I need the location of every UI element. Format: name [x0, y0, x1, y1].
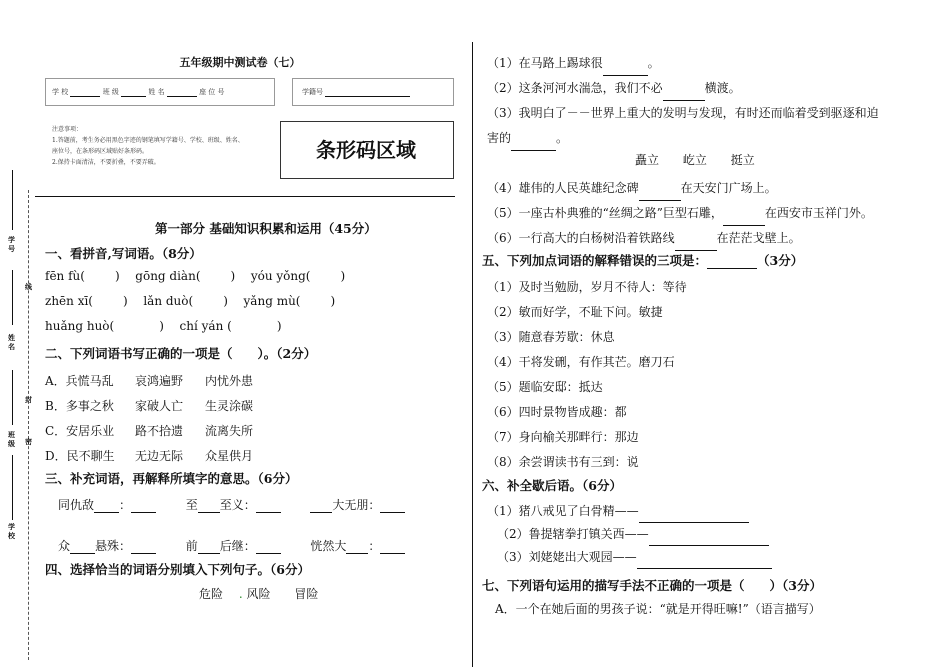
word-yili: 屹立 [682, 153, 707, 167]
q3-row-1: 同仇敌 ： 至 至义： 大无朋： [58, 496, 405, 513]
q4-title: 四、选择恰当的词语分别填入下列句子。（6分） [45, 562, 310, 577]
q3-blank-11[interactable] [346, 541, 368, 554]
q3-blank-12[interactable] [380, 541, 405, 554]
q4-blank-4[interactable] [639, 188, 681, 201]
q5-item-7: （7）身向榆关那畔行：那边 [487, 430, 639, 444]
q4-blank-5[interactable] [723, 213, 765, 226]
pinyin-chiyan: chí yán ( [179, 319, 232, 333]
q5-item-1: （1）及时当勉励，岁月不待人：等待 [487, 280, 687, 294]
margin-school: 学校 [8, 522, 15, 540]
pinyin-gongdian: gōng diàn( [135, 269, 201, 283]
page-divider [472, 42, 473, 667]
q5-item-8: （8）余尝谓读书有三到：说 [487, 455, 639, 469]
right-q4-items [487, 51, 917, 151]
q5-title: 五、下列加点词语的解释错误的三项是： （3分） [482, 253, 804, 268]
q4-item-6: （6）一行高大的白杨树沿着铁路线 在茫茫戈壁上。 [487, 226, 917, 251]
notice-heading: 注意事项： [52, 126, 83, 133]
q1-title: 一、看拼音,写词语。（8分） [45, 246, 202, 261]
q7-option-a[interactable]: A．一个在她后面的男孩子说：“就是开得旺嘛!”（语言描写） [495, 602, 821, 616]
margin-seal-char: 封 [25, 395, 32, 404]
q1-row-1: fēn fù( ) gōng diàn( ) yóu yǒng( ) [45, 269, 346, 283]
notice-item-3: 2.保持卡面清洁，不要折叠，不要弄破。 [52, 159, 160, 166]
q6-items [487, 500, 772, 569]
q4-blank-2[interactable] [663, 88, 705, 101]
word-chuli: 矗立 [635, 153, 660, 167]
school-blank[interactable] [70, 89, 100, 97]
margin-student-no-line [12, 170, 13, 230]
q1-row-2: zhēn xī( ) lǎn duò( ) yǎng mù( ) [45, 294, 336, 308]
margin-name-line [12, 270, 13, 325]
part-title: 第一部分 基础知识积累和运用（45分） [155, 221, 377, 236]
q6-blank-2[interactable] [649, 533, 769, 546]
q2-title: 二、下列词语书写正确的一项是（ ）。（2分） [45, 346, 317, 361]
q2-option-b[interactable]: B．多事之秋 家破人亡 生灵涂碳 [45, 399, 254, 413]
margin-line-char: 线 [25, 282, 32, 291]
student-id-label: 学籍号 [302, 88, 323, 96]
q5-item-5: （5）题临安邸：抵达 [487, 380, 603, 394]
exam-title: 五年级期中测试卷（七） [179, 56, 301, 69]
margin-seal-char2: 密 [25, 437, 32, 446]
pinyin-huanghuo: huǎng huò( [45, 319, 115, 333]
q3-blank-8[interactable] [131, 541, 156, 554]
q3-row-2: 众 悬殊： 前 后继： 恍然大 ： [58, 537, 405, 554]
q4-item-3-cont: 害的 。 [487, 126, 917, 151]
word-maoxian: 冒险 [294, 587, 319, 601]
right-q4-items-2 [487, 176, 917, 251]
q3-blank-3[interactable] [198, 500, 220, 513]
q4-word-bank [199, 585, 318, 602]
q6-item-1: （1）猪八戒见了白骨精—— [487, 500, 772, 523]
word-tingli: 挺立 [730, 153, 755, 167]
word-dot: . [238, 587, 243, 601]
q5-item-2: （2）敏而好学，不耻下问。敏捷 [487, 305, 663, 319]
q1-row-3: huǎng huò( ) chí yán ( ) [45, 319, 282, 333]
q2-options [45, 369, 253, 469]
word-fengxian: 风险 [246, 587, 271, 601]
margin-student-no: 学号 [8, 235, 15, 253]
class-blank[interactable] [121, 89, 146, 97]
q3-blank-7[interactable] [70, 541, 95, 554]
margin-class: 班级 [8, 430, 15, 448]
q3-blank-5[interactable] [310, 500, 332, 513]
pinyin-zhenxi: zhēn xī( [45, 294, 93, 308]
q5-item-3: （3）随意春芳歇：休息 [487, 330, 615, 344]
q3-blank-1[interactable] [94, 500, 119, 513]
word-bank-2 [635, 151, 755, 168]
q7-title: 七、下列语句运用的描写手法不正确的一项是（ ）（3分） [482, 578, 822, 593]
q3-blank-6[interactable] [380, 500, 405, 513]
name-label: 姓 名 [148, 88, 165, 96]
school-label: 学 校 [52, 88, 69, 96]
binding-dash-line [28, 190, 29, 660]
q4-item-3: （3）我明白了－－世界上重大的发明与发现，有时还而临着受到驱逐和迫 [487, 106, 879, 120]
q5-item-4: （4）干将发硎，有作其芒。磨刀石 [487, 355, 675, 369]
notice-item-1: 1.答题前，考生务必用黑色字迹的钢笔填写学籍号、学校、班级、姓名、 [52, 137, 244, 144]
pinyin-yangmu: yǎng mù( [243, 294, 301, 308]
margin-class-line [12, 370, 13, 425]
binding-margin [0, 0, 30, 672]
q5-item-6: （6）四时景物皆成趣：都 [487, 405, 627, 419]
seat-label: 座 位 号 [199, 88, 225, 96]
q3-blank-9[interactable] [198, 541, 220, 554]
q5-answer-blank[interactable] [707, 256, 757, 269]
pinyin-landuo: lǎn duò( [143, 294, 194, 308]
margin-school-line [12, 455, 13, 520]
student-id-field [302, 87, 410, 97]
notice-item-2: 座位号，在条形码区域贴好条形码。 [52, 148, 149, 155]
q6-title: 六、补全歇后语。（6分） [482, 478, 622, 493]
name-blank[interactable] [167, 89, 197, 97]
class-label: 班 级 [102, 88, 119, 96]
notice [52, 124, 272, 168]
pinyin-fenfu: fēn fù( [45, 269, 85, 283]
q6-item-3: （3）刘姥姥出大观园—— [487, 546, 772, 569]
q4-item-4: （4）雄伟的人民英雄纪念碑 在天安门广场上。 [487, 176, 917, 201]
q6-item-2: （2）鲁提辖拳打镇关西—— [487, 523, 772, 546]
q4-item-1: （1）在马路上踢球很 。 [487, 51, 917, 76]
q2-option-a[interactable]: A．兵慌马乱 哀鸿遍野 内忧外患 [45, 374, 254, 388]
q4-blank-6[interactable] [675, 238, 717, 251]
q6-blank-3[interactable] [637, 556, 772, 569]
word-weixian: 危险 [199, 587, 224, 601]
q4-blank-3[interactable] [511, 138, 556, 151]
barcode-label: 条形码区域 [316, 138, 416, 162]
pinyin-youyong: yóu yǒng( [250, 269, 311, 283]
q3-blank-2[interactable] [131, 500, 156, 513]
student-id-blank[interactable] [325, 89, 410, 97]
q3-blank-4[interactable] [256, 500, 281, 513]
q5-items [487, 275, 687, 475]
q3-title: 三、补充词语，再解释所填字的意思。（6分） [45, 471, 298, 486]
q2-option-c[interactable]: C．安居乐业 路不拾遗 流离失所 [45, 424, 254, 438]
q3-blank-10[interactable] [256, 541, 281, 554]
header-divider [35, 196, 455, 197]
q4-item-5: （5）一座古朴典雅的“丝绸之路”巨型石雕， 在西安市玉祥门外。 [487, 201, 917, 226]
info-box-fields [52, 87, 225, 97]
q4-blank-1[interactable] [603, 63, 648, 76]
q2-option-d[interactable]: D．民不聊生 无边无际 众星供月 [45, 449, 254, 463]
q6-blank-1[interactable] [639, 510, 749, 523]
q4-item-2: （2）这条河河水湍急，我们不必 横渡。 [487, 76, 917, 101]
margin-name: 姓名 [8, 333, 15, 351]
